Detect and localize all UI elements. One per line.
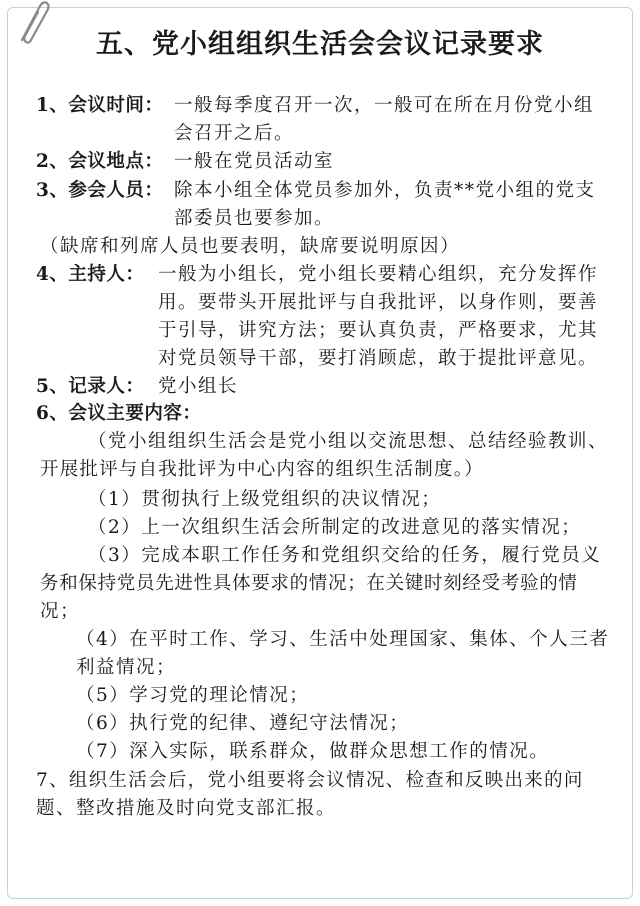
document-page bbox=[7, 7, 633, 899]
item-2-text-1: 一般在党员活动室 bbox=[174, 151, 335, 172]
item-6-label: 6、会议主要内容： bbox=[36, 403, 202, 424]
content-point-4-line-1: （4）在平时工作、学习、生活中处理国家、集体、个人三者 bbox=[76, 629, 610, 650]
content-point-1: （1）贯彻执行上级党组织的决议情况； bbox=[88, 489, 442, 510]
content-point-5: （5）学习党的理论情况； bbox=[76, 685, 310, 706]
item-7-line-1: 7、组织生活会后，党小组要将会议情况、检查和反映出来的问 bbox=[36, 770, 584, 791]
item-4-text-3: 于引导，讲究方法；要认真负责，严格要求，尤其 bbox=[158, 320, 599, 341]
item-1-text-1: 一般每季度召开一次，一般可在所在月份党小组 bbox=[174, 95, 595, 116]
item-7-line-2: 题、整改措施及时向党支部汇报。 bbox=[36, 798, 337, 819]
content-point-3-line-1: （3）完成本职工作任务和党组织交给的任务，履行党员义 bbox=[88, 545, 602, 566]
content-point-2: （2）上一次组织生活会所制定的改进意见的落实情况； bbox=[88, 517, 582, 538]
item-5-text-1: 党小组长 bbox=[158, 376, 239, 397]
item-4-text-4: 对党员领导干部，要打消顾虑，敢于提批评意见。 bbox=[158, 348, 599, 369]
item-1-label: 1、会议时间： bbox=[36, 95, 164, 116]
item-4-label: 4、主持人： bbox=[36, 264, 145, 285]
content-point-6: （6）执行党的纪律、遵纪守法情况； bbox=[76, 713, 410, 734]
content-intro-1: （党小组组织生活会是党小组以交流思想、总结经验教训、 bbox=[88, 431, 609, 452]
item-4-text-1: 一般为小组长，党小组长要精心组织，充分发挥作 bbox=[158, 264, 599, 285]
absence-note: （缺席和列席人员也要表明，缺席要说明原因） bbox=[40, 236, 461, 257]
item-1-text-2: 会召开之后。 bbox=[174, 123, 295, 144]
content-point-7: （7）深入实际，联系群众，做群众思想工作的情况。 bbox=[76, 741, 550, 762]
item-2-label: 2、会议地点： bbox=[36, 151, 164, 172]
item-4-text-2: 用。要带头开展批评与自我批评，以身作则，要善 bbox=[158, 292, 599, 313]
document-title: 五、党小组组织生活会会议记录要求 bbox=[96, 29, 544, 60]
item-3-label: 3、参会人员： bbox=[36, 180, 164, 201]
content-intro-2: 开展批评与自我批评为中心内容的组织生活制度。） bbox=[40, 459, 484, 480]
content-point-3-line-2: 务和保持党员先进性具体要求的情况；在关键时刻经受考验的情 bbox=[40, 573, 578, 594]
item-3-text-1: 除本小组全体党员参加外，负责**党小组的党支 bbox=[174, 180, 596, 201]
item-3-text-2: 部委员也要参加。 bbox=[174, 208, 335, 229]
content-point-4-line-2: 利益情况； bbox=[76, 657, 177, 678]
item-5-label: 5、记录人： bbox=[36, 376, 145, 397]
content-point-3-line-3: 况； bbox=[40, 601, 81, 622]
